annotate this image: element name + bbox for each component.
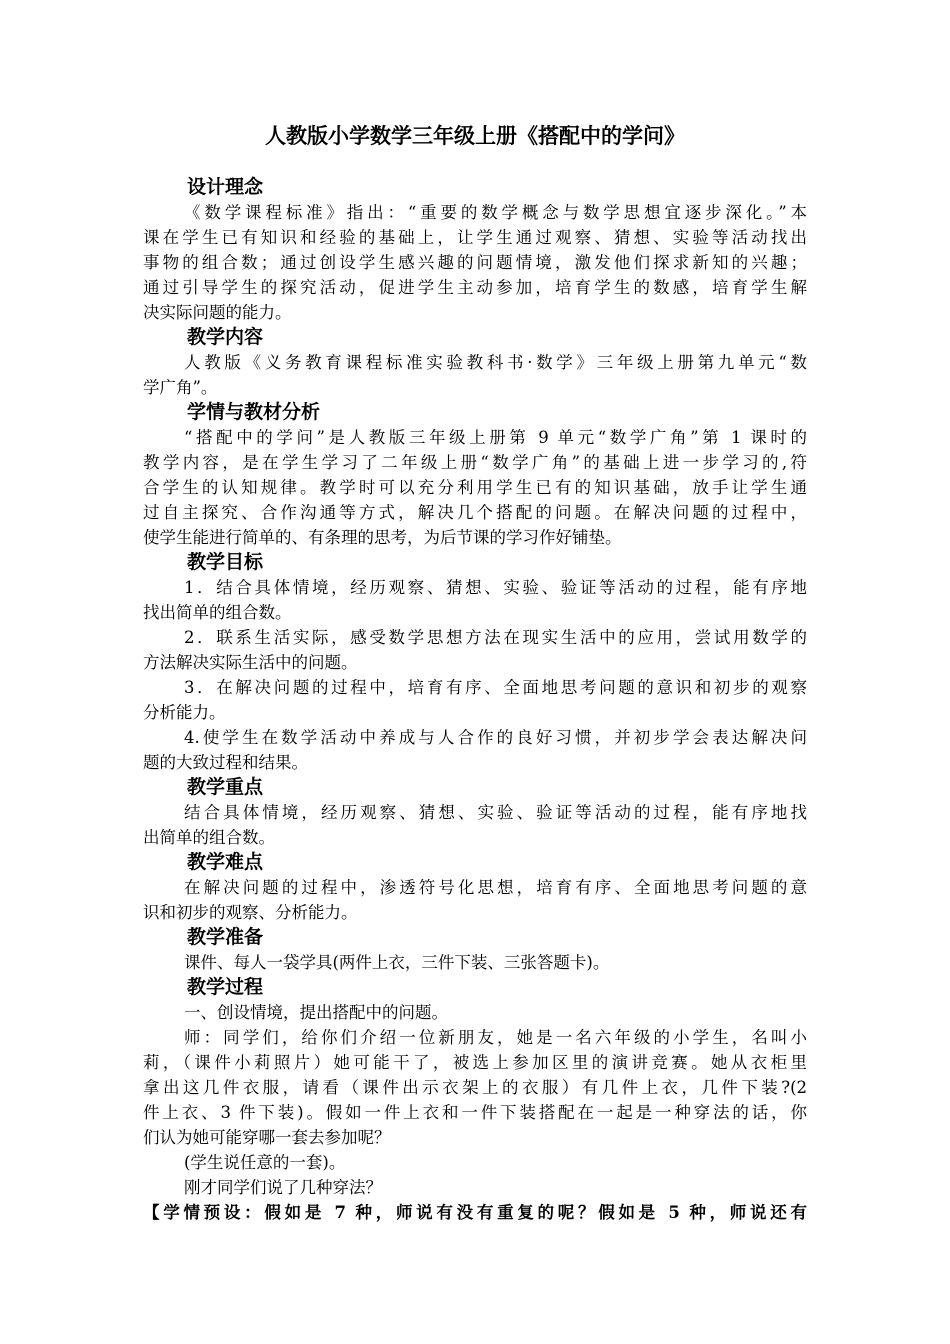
paragraph-line: 人教版《义务教育课程标准实验教科书·数学》三年级上册第九单元“数 (184, 353, 807, 372)
paragraph-line: 找出简单的组合数。 (143, 603, 292, 622)
paragraph-line: 件上衣、3 件下装)。假如一件上衣和一件下装搭配在一起是一种穿法的话，你 (143, 1103, 807, 1122)
paragraph-line: 师：同学们，给你们介绍一位新朋友，她是一名六年级的小学生，名叫小 (184, 1028, 807, 1047)
heading-teaching-content: 教学内容 (187, 326, 264, 348)
paragraph-line: 课在学生已有知识和经验的基础上，让学生通过观察、猜想、实验等活动找出 (143, 228, 807, 247)
paragraph-line: 学广角”。 (143, 378, 218, 397)
paragraph-line: 4.使学生在数学活动中养成与人合作的良好习惯，并初步学会表达解决问 (184, 728, 807, 747)
paragraph-line: 分析能力。 (143, 703, 226, 722)
paragraph-line: 2．联系生活实际，感受数学思想方法在现实生活中的应用，尝试用数学的 (184, 628, 807, 647)
heading-preparation: 教学准备 (187, 926, 264, 948)
paragraph-line: 过自主探究、合作沟通等方式，解决几个搭配的问题。在解决问题的过程中， (143, 503, 807, 522)
paragraph-line: 使学生能进行简单的、有条理的思考，为后节课的学习作好铺垫。 (143, 528, 622, 547)
heading-teaching-goals: 教学目标 (187, 551, 264, 573)
paragraph-line: 刚才同学们说了几种穿法？ (184, 1178, 382, 1197)
paragraph-line: 方法解决实际生活中的问题。 (143, 653, 358, 672)
paragraph-line: 3．在解决问题的过程中，培育有序、全面地思考问题的意识和初步的观察 (184, 678, 807, 697)
heading-key-points: 教学重点 (187, 776, 264, 798)
paragraph-line: 1．结合具体情境，经历观察、猜想、实验、验证等活动的过程，能有序地 (184, 578, 807, 597)
heading-teaching-process: 教学过程 (187, 976, 264, 998)
paragraph-line: 事物的组合数；通过创设学生感兴趣的问题情境，激发他们探求新知的兴趣； (143, 253, 807, 272)
paragraph-line: 教学内容，是在学生学习了二年级上册“数学广角”的基础上进一步学习的,符 (143, 453, 807, 472)
paragraph-line: 莉，（课件小莉照片）她可能干了，被选上参加区里的演讲竞赛。她从衣柜里 (143, 1053, 807, 1072)
paragraph-line: 拿出这几件衣服，请看（课件出示衣架上的衣服）有几件上衣，几件下装?(2 (143, 1078, 807, 1097)
paragraph-line: 在解决问题的过程中，渗透符号化思想，培育有序、全面地思考问题的意 (184, 878, 807, 897)
paragraph-line: 出简单的组合数。 (143, 828, 275, 847)
paragraph-line: 结合具体情境，经历观察、猜想、实验、验证等活动的过程，能有序地找 (184, 803, 807, 822)
heading-design-concept: 设计理念 (187, 176, 264, 198)
paragraph-line: 决实际问题的能力。 (143, 303, 292, 322)
heading-difficulties: 教学难点 (187, 851, 264, 873)
paragraph-line: 题的大致过程和结果。 (143, 753, 308, 772)
paragraph-line: 识和初步的观察、分析能力。 (143, 903, 358, 922)
paragraph-line: “搭配中的学问”是人教版三年级上册第 9 单元“数学广角”第 1 课时的 (184, 428, 807, 447)
paragraph-line: (学生说任意的一套)。 (184, 1153, 346, 1172)
paragraph-line: 通过引导学生的探究活动，促进学生主动参加，培育学生的数感，培育学生解 (143, 278, 807, 297)
paragraph-line: 《数学课程标准》指出：“重要的数学概念与数学思想宜逐步深化。”本 (184, 203, 807, 222)
paragraph-line-bold: 【学情预设：假如是 7 种，师说有没有重复的呢？假如是 5 种，师说还有 (143, 1203, 807, 1222)
paragraph-line: 课件、每人一袋学具(两件上衣，三件下装、三张答题卡)。 (184, 953, 610, 972)
paragraph-line: 一、创设情境，提出搭配中的问题。 (184, 1003, 448, 1022)
paragraph-line: 合学生的认知规律。教学时可以充分利用学生已有的知识基础，放手让学生通 (143, 478, 807, 497)
document-title: 人教版小学数学三年级上册《搭配中的学问》 (265, 124, 685, 148)
heading-analysis: 学情与教材分析 (187, 401, 321, 423)
paragraph-line: 们认为她可能穿哪一套去参加呢？ (143, 1128, 391, 1147)
